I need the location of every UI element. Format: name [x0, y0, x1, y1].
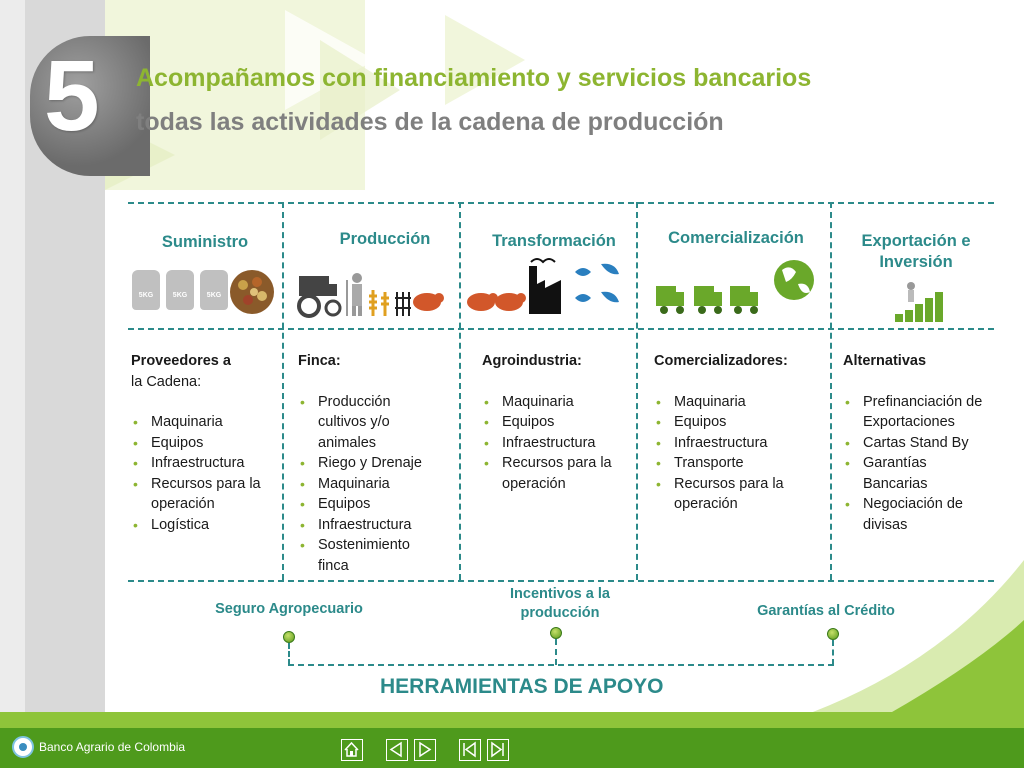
- list-item: • Maquinaria: [131, 412, 281, 433]
- list-item: • Logística: [131, 515, 281, 536]
- list-item: • Cartas Stand By: [843, 433, 1003, 454]
- tool-incentivos: Incentivos a la producción: [510, 586, 610, 621]
- column-body-comercializacion: [654, 351, 826, 515]
- list-item: • Producción cultivos y/o animales: [298, 392, 408, 454]
- list-item: • Sostenimiento finca: [298, 535, 408, 576]
- list-item: • Infraestructura: [654, 433, 826, 454]
- list-item: • Infraestructura: [131, 453, 281, 474]
- list-item: • Maquinaria: [298, 474, 456, 495]
- farm-production-icon: [297, 268, 445, 318]
- previous-button[interactable]: [386, 739, 408, 761]
- tool-garantias: Garantías al Crédito: [757, 603, 895, 619]
- column-body-suministro: [131, 351, 281, 535]
- body-title: Alternativas: [843, 353, 927, 369]
- grid-line-middle: [128, 328, 994, 330]
- body-subtitle: la Cadena:: [131, 373, 202, 390]
- brand: [12, 736, 185, 758]
- body-title: Proveedores a: [131, 353, 231, 369]
- tool-seguro-agropecuario: Seguro Agropecuario: [215, 601, 363, 617]
- list-item: • Equipos: [654, 412, 826, 433]
- first-slide-button[interactable]: [459, 739, 481, 761]
- brand-name: Banco Agrario de Colombia: [39, 740, 186, 754]
- prev-icon: [387, 740, 406, 759]
- last-icon: [488, 740, 507, 759]
- list-item: • Infraestructura: [298, 515, 456, 536]
- connector-center: [555, 639, 557, 665]
- next-button[interactable]: [414, 739, 436, 761]
- column-heading-exportacion: Exportación e Inversión: [861, 232, 971, 271]
- home-icon: [342, 740, 361, 759]
- title-line-2: todas las actividades de la cadena de producción: [136, 108, 724, 136]
- column-heading-suministro: Suministro: [161, 233, 249, 251]
- first-icon: [460, 740, 479, 759]
- growth-chart-icon: [893, 280, 947, 324]
- list-item: • Infraestructura: [482, 433, 632, 454]
- connector-left: [288, 643, 290, 665]
- pin-marker-right: [827, 628, 839, 640]
- pin-marker-left: [283, 631, 295, 643]
- list-item: • Recursos para la operación: [131, 474, 281, 515]
- slide-number: 5: [44, 40, 100, 152]
- column-heading-produccion: Producción: [339, 230, 431, 248]
- last-slide-button[interactable]: [487, 739, 509, 761]
- grid-divider-1: [282, 202, 284, 580]
- decorative-swoosh: [0, 530, 1024, 730]
- column-heading-transformacion: Transformación: [492, 232, 616, 250]
- list-item: • Equipos: [482, 412, 632, 433]
- column-body-transformacion: [482, 351, 632, 494]
- list-item: • Negociación de divisas: [843, 494, 983, 535]
- grid-line-top: [128, 202, 994, 204]
- column-heading-comercializacion: Comercialización: [668, 229, 804, 247]
- support-tools-title: HERRAMIENTAS DE APOYO: [380, 675, 664, 698]
- body-title: Comercializadores:: [654, 353, 788, 369]
- list-item: • Prefinanciación de Exportaciones: [843, 392, 1003, 433]
- next-icon: [415, 740, 434, 759]
- list-item: • Recursos para la operación: [482, 453, 612, 494]
- list-item: • Garantías Bancarias: [843, 453, 943, 494]
- bank-logo-icon: [12, 736, 34, 758]
- body-title: Agroindustria:: [482, 353, 582, 369]
- pin-marker-center: [550, 627, 562, 639]
- home-button[interactable]: [341, 739, 363, 761]
- column-body-exportacion: [843, 351, 1003, 535]
- list-item: • Recursos para la operación: [654, 474, 804, 515]
- transport-trucks-icon: [654, 256, 816, 318]
- supply-sacks-icon: 5KG 5KG 5KG: [132, 268, 278, 316]
- connector-baseline: [288, 664, 834, 666]
- connector-right: [832, 640, 834, 665]
- grid-divider-4: [830, 202, 832, 580]
- list-item: • Transporte: [654, 453, 826, 474]
- list-item: • Maquinaria: [482, 392, 632, 413]
- list-item: • Riego y Drenaje: [298, 453, 456, 474]
- grid-divider-2: [459, 202, 461, 580]
- agroindustry-icon: [465, 252, 635, 318]
- list-item: • Equipos: [298, 494, 456, 515]
- list-item: • Equipos: [131, 433, 281, 454]
- title-line-1: Acompañamos con financiamiento y servicios bancarios: [136, 64, 812, 92]
- grid-divider-3: [636, 202, 638, 580]
- decorative-triangles: [105, 0, 645, 190]
- body-title: Finca:: [298, 353, 341, 369]
- list-item: • Maquinaria: [654, 392, 826, 413]
